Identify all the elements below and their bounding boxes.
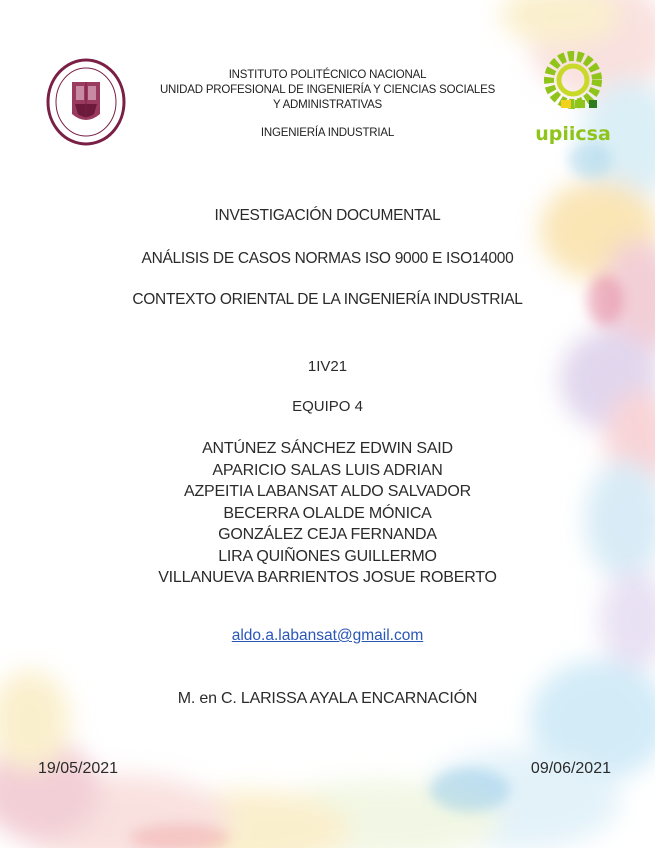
email-row — [0, 627, 655, 645]
header — [0, 68, 655, 141]
subject-title: ANÁLISIS DE CASOS NORMAS ISO 9000 E ISO14000 — [141, 250, 514, 267]
team-member: LIRA QUIÑONES GUILLERMO — [218, 547, 437, 565]
team-member: VILLANUEVA BARRIENTOS JOSUE ROBERTO — [158, 569, 497, 586]
team-member: GONZÁLEZ CEJA FERNANDA — [218, 526, 437, 543]
institute-name: INSTITUTO POLITÉCNICO NACIONAL — [228, 69, 427, 81]
program-name: INGENIERÍA INDUSTRIAL — [260, 127, 395, 139]
group-code: 1IV21 — [307, 358, 348, 375]
end-date: 09/06/2021 — [530, 760, 611, 777]
team-members-list — [0, 438, 655, 589]
unit-name-line2: Y ADMINISTRATIVAS — [272, 99, 383, 111]
teacher-name: M. en C. LARISSA AYALA ENCARNACIÓN — [177, 690, 478, 707]
topic-title: CONTEXTO ORIENTAL DE LA INGENIERÍA INDUSTRIAL — [132, 291, 523, 308]
upiicsa-logo-text: upiicsa — [535, 123, 611, 145]
team-member: APARICIO SALAS LUIS ADRIAN — [212, 461, 443, 479]
email-link[interactable]: aldo.a.labansat@gmail.com — [231, 627, 424, 644]
team-member: ANTÚNEZ SÁNCHEZ EDWIN SAID — [202, 440, 453, 457]
team-label: EQUIPO 4 — [292, 398, 363, 415]
start-date: 19/05/2021 — [38, 760, 119, 777]
document-type-title: INVESTIGACIÓN DOCUMENTAL — [214, 207, 441, 224]
team-member: BECERRA OLALDE MÓNICA — [223, 504, 432, 522]
unit-name-line1: UNIDAD PROFESIONAL DE INGENIERÍA Y CIENCIAS SOCIALES — [159, 84, 496, 96]
team-member: AZPEITIA LABANSAT ALDO SALVADOR — [184, 483, 471, 500]
